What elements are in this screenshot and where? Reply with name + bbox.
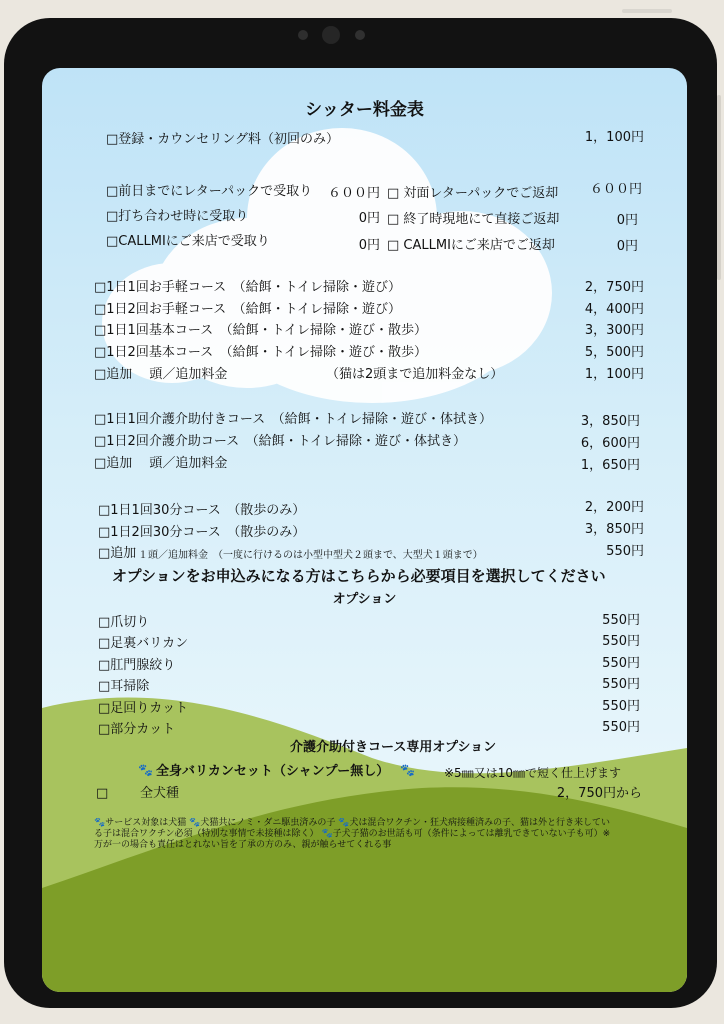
paw-icon: 🐾 xyxy=(321,829,333,839)
option-heading: オプションをお申込みになる方はこちらから必要項目を選択してください xyxy=(112,567,606,585)
delivery-left-price: 0円 xyxy=(358,238,380,253)
care-course-price: 3，850円 xyxy=(580,414,640,429)
option-price: 550円 xyxy=(602,699,640,714)
delivery-right-price: ６００円 xyxy=(589,182,642,197)
footer-note: サービス対象は犬猫 xyxy=(105,818,187,828)
tablet-screen xyxy=(42,68,687,992)
walk-course-price: 3，850円 xyxy=(584,522,644,537)
course-price: 3，300円 xyxy=(584,323,644,338)
delivery-right-label[interactable]: □ 終了時現地にて直接ご返却 xyxy=(387,212,560,227)
option-subheading: オプション xyxy=(332,592,397,607)
front-camera-icon xyxy=(322,26,340,44)
course-price: 4，400円 xyxy=(584,302,644,317)
care-course-label[interactable]: □追加 頭／追加料金 xyxy=(94,456,228,471)
side-strip xyxy=(717,95,721,280)
delivery-left-price: 0円 xyxy=(358,211,380,226)
care-course-label[interactable]: □1日2回介護介助コース （給餌・トイレ掃除・遊び・体拭き） xyxy=(94,434,467,449)
option-price: 550円 xyxy=(602,677,640,692)
course-label[interactable]: □1日1回基本コース （給餌・トイレ掃除・遊び・散歩） xyxy=(94,323,428,338)
option-item[interactable]: □肛門腺絞り xyxy=(98,658,176,673)
walk-course-label[interactable]: □1日2回30分コース （散歩のみ） xyxy=(98,525,306,540)
course-price: 5，500円 xyxy=(584,345,644,360)
light-sensor-dot xyxy=(355,30,365,40)
course-price: 2，750円 xyxy=(584,280,644,295)
shampoo-set-label[interactable]: 全身バリカンセット（シャンプー無し） xyxy=(156,764,390,779)
delivery-left-price: ６００円 xyxy=(327,186,380,201)
paw-icon: 🐾 xyxy=(338,818,350,828)
delivery-right-price: 0円 xyxy=(616,239,638,254)
option-item[interactable]: □足裏バリカン xyxy=(98,636,189,651)
delivery-right-price: 0円 xyxy=(616,213,638,228)
shampoo-set-note: ※5㎜又は10㎜で短く仕上げます xyxy=(444,766,621,780)
paw-icon: 🐾 xyxy=(138,763,153,777)
care-option-heading: 介護介助付きコース専用オプション xyxy=(290,740,497,755)
footer-note: 犬は混合ワクチン・狂犬病接種済みの子、猫は外と行き来している子は混合ワクチン必須（特別な事情で未接種は除く） xyxy=(94,818,610,839)
all-breeds-checkbox[interactable]: □ xyxy=(96,786,109,801)
care-course-price: 6，600円 xyxy=(580,436,640,451)
sensor-dot xyxy=(298,30,308,40)
option-price: 550円 xyxy=(602,720,640,735)
course-note: （猫は2頭まで追加料金なし） xyxy=(326,367,504,382)
page-title: シッター料金表 xyxy=(305,100,424,120)
walk-course-label[interactable]: □追加 xyxy=(98,546,137,561)
footer-notes xyxy=(94,818,614,851)
walk-course-price: 550円 xyxy=(606,544,644,559)
care-course-label[interactable]: □1日1回介護介助付きコース （給餌・トイレ掃除・遊び・体拭き） xyxy=(94,412,493,427)
paw-icon: 🐾 xyxy=(94,818,106,828)
delivery-left-label[interactable]: □打ち合わせ時に受取り xyxy=(106,209,249,224)
walk-course-price: 2，200円 xyxy=(584,500,644,515)
delivery-left-label[interactable]: □前日までにレターパックで受取り xyxy=(106,184,313,199)
option-item[interactable]: □爪切り xyxy=(98,615,150,630)
paw-icon: 🐾 xyxy=(189,818,201,828)
registration-label[interactable]: □登録・カウンセリング料（初回のみ） xyxy=(106,132,340,147)
registration-price: 1，100円 xyxy=(584,130,644,145)
delivery-right-label[interactable]: □ 対面レターパックでご返却 xyxy=(387,186,559,201)
option-item[interactable]: □部分カット xyxy=(98,722,176,737)
paw-icon: 🐾 xyxy=(400,763,415,777)
tablet-frame xyxy=(4,18,717,1008)
course-price: 1，100円 xyxy=(584,367,644,382)
care-course-price: 1，650円 xyxy=(580,458,640,473)
course-label[interactable]: □追加 頭／追加料金 xyxy=(94,367,228,382)
price-document xyxy=(42,68,687,992)
status-pill xyxy=(622,9,672,13)
course-label[interactable]: □1日2回基本コース （給餌・トイレ掃除・遊び・散歩） xyxy=(94,345,428,360)
option-item[interactable]: □足回りカット xyxy=(98,701,189,716)
option-price: 550円 xyxy=(602,613,640,628)
footer-note: 子犬子猫のお世話も可（条件によっては離乳できていない子も可）※万が一の場合も責任はとれない旨を了承の方のみ、親が触らせてくれる事 xyxy=(94,829,611,850)
option-price: 550円 xyxy=(602,634,640,649)
delivery-left-label[interactable]: □CALLMIにご来店で受取り xyxy=(106,234,270,249)
course-label[interactable]: □1日2回お手軽コース （給餌・トイレ掃除・遊び） xyxy=(94,302,402,317)
option-price: 550円 xyxy=(602,656,640,671)
course-label[interactable]: □1日1回お手軽コース （給餌・トイレ掃除・遊び） xyxy=(94,280,402,295)
all-breeds-label: 全犬種 xyxy=(140,786,180,801)
delivery-right-label[interactable]: □ CALLMIにご来店でご返却 xyxy=(387,238,555,253)
walk-course-label[interactable]: □1日1回30分コース （散歩のみ） xyxy=(98,503,306,518)
option-item[interactable]: □耳掃除 xyxy=(98,679,150,694)
footer-note: 犬猫共にノミ・ダニ駆虫済みの子 xyxy=(200,818,336,828)
all-breeds-price: 2，750円から xyxy=(556,786,642,801)
walk-course-note: １頭／追加料金 （一度に行けるのは小型中型犬２頭まで、大型犬１頭まで） xyxy=(138,550,483,561)
